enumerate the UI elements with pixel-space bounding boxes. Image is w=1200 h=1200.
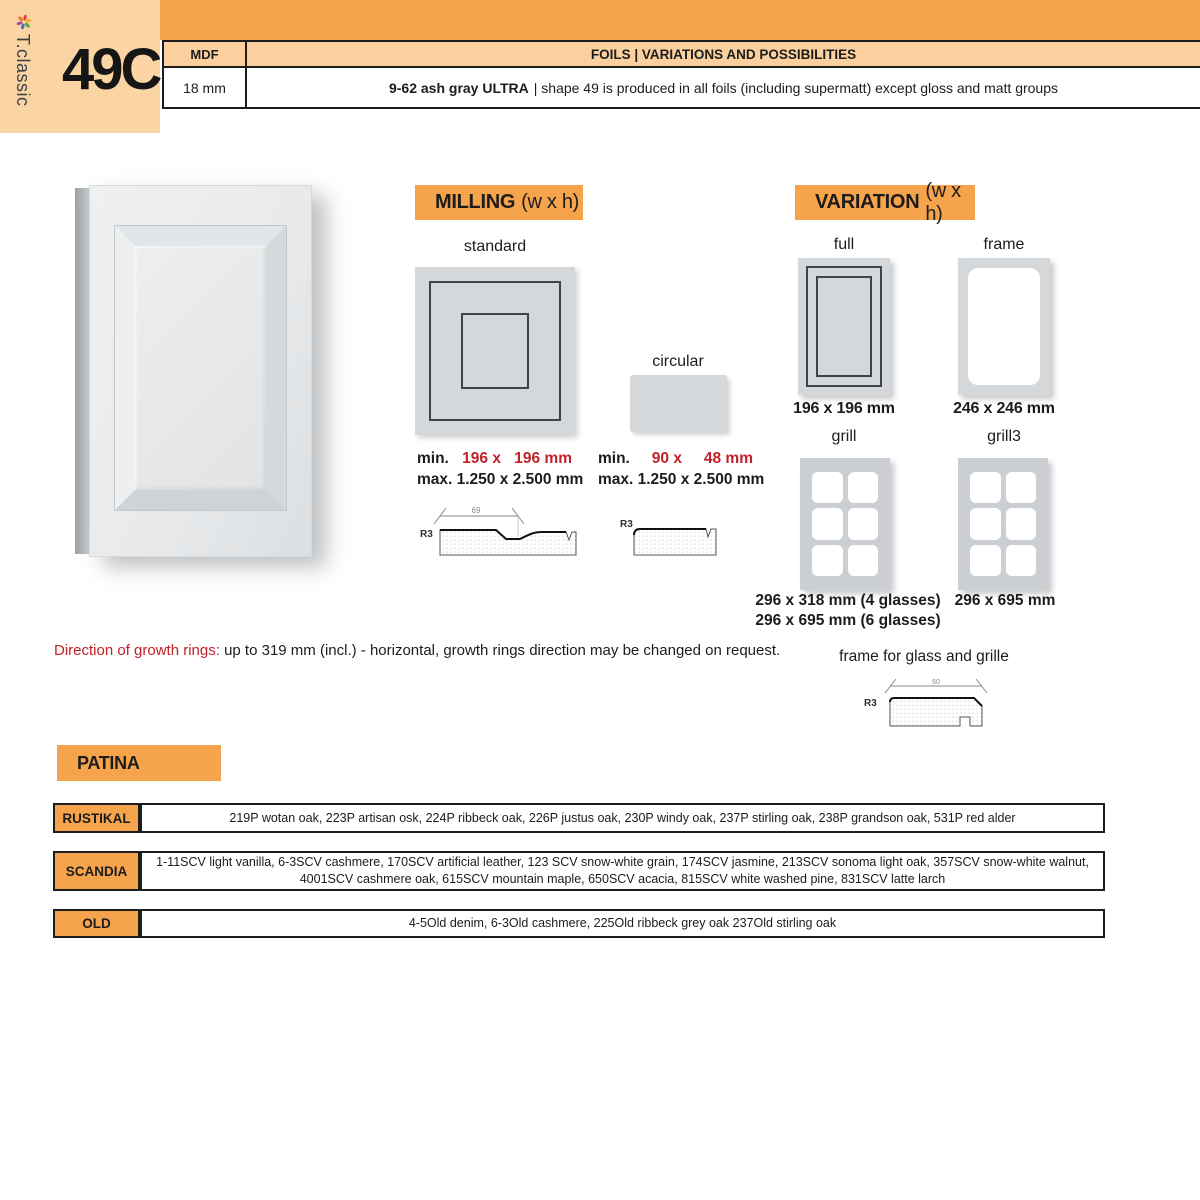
milling-standard-diagram	[415, 267, 575, 435]
glass-pane	[812, 545, 843, 576]
variation-grill-diagram	[800, 458, 890, 590]
min-height: 196 mm	[514, 450, 572, 467]
min-width: 196 x	[462, 450, 501, 467]
brand-box	[0, 0, 160, 133]
milling-outline-inner	[461, 313, 529, 389]
door-face	[89, 185, 312, 557]
min-label: min.	[417, 450, 449, 467]
material-cell: MDF	[162, 40, 247, 68]
patina-row-label-scandia: SCANDIA	[53, 851, 140, 891]
glass-pane	[970, 472, 1001, 503]
milling-standard-profile-diagram	[418, 503, 584, 559]
milling-circular-diagram	[630, 375, 727, 432]
variation-section-header	[795, 179, 975, 225]
profile-width-label: 60	[932, 679, 940, 686]
glass-pane	[1006, 508, 1037, 539]
patina-title: PATINA	[77, 752, 140, 773]
growth-rings-note	[54, 642, 780, 659]
glass-pane	[812, 472, 843, 503]
frame-glass-profile-diagram	[860, 676, 990, 728]
profile-radius-label: R3	[420, 529, 433, 540]
patina-row-text-old: 4-5Old denim, 6-3Old cashmere, 225Old ribbeck grey oak 237Old stirling oak	[140, 909, 1105, 938]
glass-pane	[970, 545, 1001, 576]
profile-radius-label: R3	[620, 519, 633, 530]
patina-row-text-scandia: 1-11SCV light vanilla, 6-3SCV cashmere, 170SCV artificial leather, 123 SCV snow-white grain, 174SCV jasmine, 213SCV sonoma light oak, 357SCV snow-white walnut, 4001SCV cashmere oak, 615SCV mountain maple, 650SCV acacia, 815SCV white washed pine, 831SCV latte larch	[140, 851, 1105, 891]
variation-title: VARIATION	[815, 191, 920, 213]
grill-size-line2: 296 x 695 mm (6 glasses)	[755, 612, 941, 629]
variation-full-size: 196 x 196 mm	[793, 400, 895, 417]
milling-standard-min-row	[417, 448, 572, 469]
milling-circular-min-row	[598, 448, 753, 469]
milling-standard-max-row: max. 1.250 x 2.500 mm	[417, 471, 584, 488]
variation-frame-diagram	[958, 258, 1050, 395]
min-label: min.	[598, 450, 630, 467]
patina-row-label-rustikal: RUSTIKAL	[53, 803, 140, 833]
door-raised-panel	[115, 226, 286, 510]
min-height: 48 mm	[703, 450, 753, 467]
frame-glass-label: frame for glass and grille	[839, 648, 1009, 665]
milling-title: MILLING	[435, 191, 516, 213]
milling-circular-profile-diagram	[618, 503, 728, 559]
growth-rings-text: up to 319 mm (incl.) - horizontal, growth rings direction may be changed on request.	[224, 642, 781, 659]
profile-width-label: 69	[471, 506, 481, 515]
glass-pane	[1006, 472, 1037, 503]
min-width: 90 x	[651, 450, 682, 467]
milling-circular-max-row: max. 1.250 x 2.500 mm	[598, 471, 765, 488]
variation-grill3-label: grill3	[987, 428, 1021, 445]
glass-pane	[848, 508, 879, 539]
glass-pane	[970, 508, 1001, 539]
variation-grill3-diagram	[958, 458, 1048, 590]
grill-size-line1: 296 x 318 mm (4 glasses)	[755, 592, 941, 609]
glass-pane	[812, 508, 843, 539]
glass-pane	[848, 472, 879, 503]
variation-full-diagram	[798, 258, 890, 395]
header-title-cell: FOILS | VARIATIONS AND POSSIBILITIES	[245, 40, 1200, 68]
brand-name-vertical: T.classic	[13, 34, 33, 107]
door-edge	[75, 188, 89, 554]
milling-section-header	[415, 185, 583, 220]
door-panel-center	[135, 246, 266, 490]
header-top-bar	[160, 0, 1200, 40]
foil-description-cell	[245, 66, 1200, 109]
variation-grill-sizes	[755, 591, 940, 631]
milling-standard-minmax	[417, 448, 584, 490]
milling-title-suffix: (w x h)	[521, 191, 580, 213]
glass-pane	[848, 545, 879, 576]
variation-title-suffix: (w x h)	[925, 179, 961, 225]
door-photo	[75, 185, 312, 557]
frame-opening	[968, 268, 1040, 385]
growth-rings-label: Direction of growth rings:	[54, 642, 220, 659]
variation-grill-label: grill	[831, 428, 857, 445]
model-number: 49C	[62, 37, 160, 102]
patina-row-label-old: OLD	[53, 909, 140, 938]
milling-circular-minmax	[598, 448, 765, 490]
milling-circular-label: circular	[652, 353, 704, 370]
thickness-cell: 18 mm	[162, 66, 247, 109]
variation-grill3-size: 296 x 695 mm	[954, 592, 1056, 609]
foil-description: | shape 49 is produced in all foils (including supermatt) except gloss and matt groups	[533, 79, 1059, 96]
full-outline-inner	[816, 276, 872, 377]
foil-name: 9-62 ash gray ULTRA	[388, 79, 529, 96]
variation-frame-size: 246 x 246 mm	[953, 400, 1055, 417]
brand-flower-icon	[16, 14, 32, 30]
milling-standard-label: standard	[463, 238, 527, 255]
profile-radius-label: R3	[864, 698, 877, 709]
variation-full-label: full	[833, 236, 855, 253]
patina-section-header	[57, 745, 221, 781]
glass-pane	[1006, 545, 1037, 576]
variation-frame-label: frame	[983, 236, 1025, 253]
patina-row-text-rustikal: 219P wotan oak, 223P artisan osk, 224P ribbeck oak, 226P justus oak, 230P windy oak, 237P stirling oak, 238P grandson oak, 531P red alder	[140, 803, 1105, 833]
